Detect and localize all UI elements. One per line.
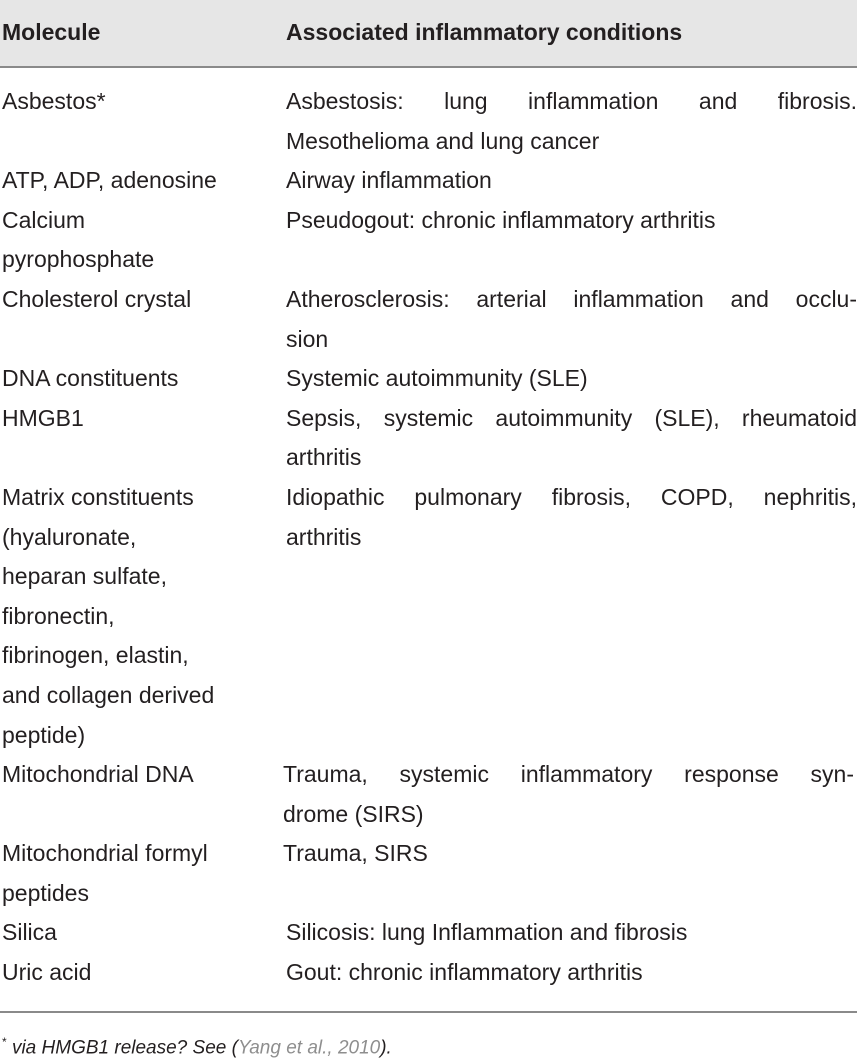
molecule-cell <box>0 399 286 439</box>
conditions-line: Trauma, systemic inflammatory response syn- <box>283 761 854 788</box>
table-bottom-divider <box>0 1011 857 1013</box>
conditions-line: Silicosis: lung Inflammation and fibrosis <box>286 919 688 946</box>
molecule-cell <box>0 953 286 993</box>
molecule-line: fibronectin, <box>2 602 115 629</box>
table-row <box>0 161 857 201</box>
conditions-line: Idiopathic pulmonary fibrosis, COPD, nephritis, <box>286 483 857 510</box>
conditions-line: Mesothelioma and lung cancer <box>286 127 600 154</box>
conditions-line: sion <box>286 325 329 352</box>
conditions-line: Systemic autoimmunity (SLE) <box>286 365 588 392</box>
molecule-line: peptides <box>2 879 89 906</box>
table-row <box>0 201 857 280</box>
conditions-cell <box>286 201 857 241</box>
table-row <box>0 82 857 161</box>
conditions-line: Pseudogout: chronic inflammatory arthritis <box>286 206 716 233</box>
molecule-line: heparan sulfate, <box>2 563 167 590</box>
table-row <box>0 399 857 478</box>
molecule-line: fibrinogen, elastin, <box>2 642 189 669</box>
molecule-cell <box>0 280 286 320</box>
molecule-line: ATP, ADP, adenosine <box>2 167 217 194</box>
molecule-cell <box>0 913 286 953</box>
conditions-line: arthritis <box>286 444 362 471</box>
footnote-text-end: ). <box>380 1037 392 1059</box>
molecule-cell <box>0 834 286 913</box>
molecule-line: Cholesterol crystal <box>2 285 192 312</box>
molecule-line: peptide) <box>2 721 86 748</box>
conditions-line: arthritis <box>286 523 362 550</box>
molecule-line: (hyaluronate, <box>2 523 137 550</box>
conditions-cell <box>286 953 857 993</box>
molecule-cell <box>0 82 286 122</box>
table-row <box>0 478 857 755</box>
footnote-text: via HMGB1 release? See ( <box>11 1037 238 1059</box>
molecule-line: Silica <box>2 919 57 946</box>
conditions-cell <box>286 913 857 953</box>
molecule-line: HMGB1 <box>2 404 84 431</box>
footnote-marker: * <box>2 1035 7 1049</box>
molecule-cell <box>0 201 286 280</box>
molecule-line: Calcium <box>2 206 86 233</box>
molecule-line: Matrix constituents <box>2 483 194 510</box>
column-header-conditions: Associated inflammatory conditions <box>286 19 683 45</box>
molecule-cell <box>0 478 286 755</box>
table-footnote <box>2 1030 392 1060</box>
table-row <box>0 953 857 993</box>
table-row <box>0 755 857 834</box>
molecule-line: Asbestos* <box>2 88 106 114</box>
molecule-cell <box>0 359 286 399</box>
molecule-cell <box>0 161 286 201</box>
conditions-line: Gout: chronic inflammatory arthritis <box>286 959 643 986</box>
molecule-line: DNA constituents <box>2 365 179 392</box>
molecule-line: Mitochondrial formyl <box>2 840 208 867</box>
conditions-cell <box>286 280 857 359</box>
conditions-cell <box>286 359 857 399</box>
conditions-cell <box>286 478 857 557</box>
conditions-line: Asbestosis: lung inflammation and fibrosis. <box>286 88 857 114</box>
conditions-cell <box>283 755 854 834</box>
table-row <box>0 280 857 359</box>
molecule-line: Uric acid <box>2 959 92 986</box>
footnote-reference-link[interactable]: Yang et al., 2010 <box>237 1037 381 1059</box>
conditions-cell <box>286 161 857 201</box>
conditions-cell <box>286 82 857 161</box>
conditions-line: drome (SIRS) <box>283 800 424 827</box>
molecule-line: and collagen derived <box>2 681 215 708</box>
conditions-line: Atherosclerosis: arterial inflammation and occlu- <box>286 285 857 312</box>
molecule-line: pyrophosphate <box>2 246 155 273</box>
table-row <box>0 834 857 913</box>
column-header-molecule: Molecule <box>2 19 101 45</box>
conditions-line: Sepsis, systemic autoimmunity (SLE), rheumatoid <box>286 404 857 431</box>
table-row <box>0 913 857 953</box>
table-row <box>0 359 857 399</box>
header-divider <box>0 66 857 68</box>
conditions-line: Trauma, SIRS <box>283 840 428 867</box>
molecule-cell <box>0 755 286 795</box>
conditions-cell <box>286 399 857 478</box>
table-body <box>0 82 857 993</box>
conditions-line: Airway inflammation <box>286 167 492 194</box>
molecule-line: Mitochondrial DNA <box>2 761 194 788</box>
conditions-cell <box>283 834 854 874</box>
